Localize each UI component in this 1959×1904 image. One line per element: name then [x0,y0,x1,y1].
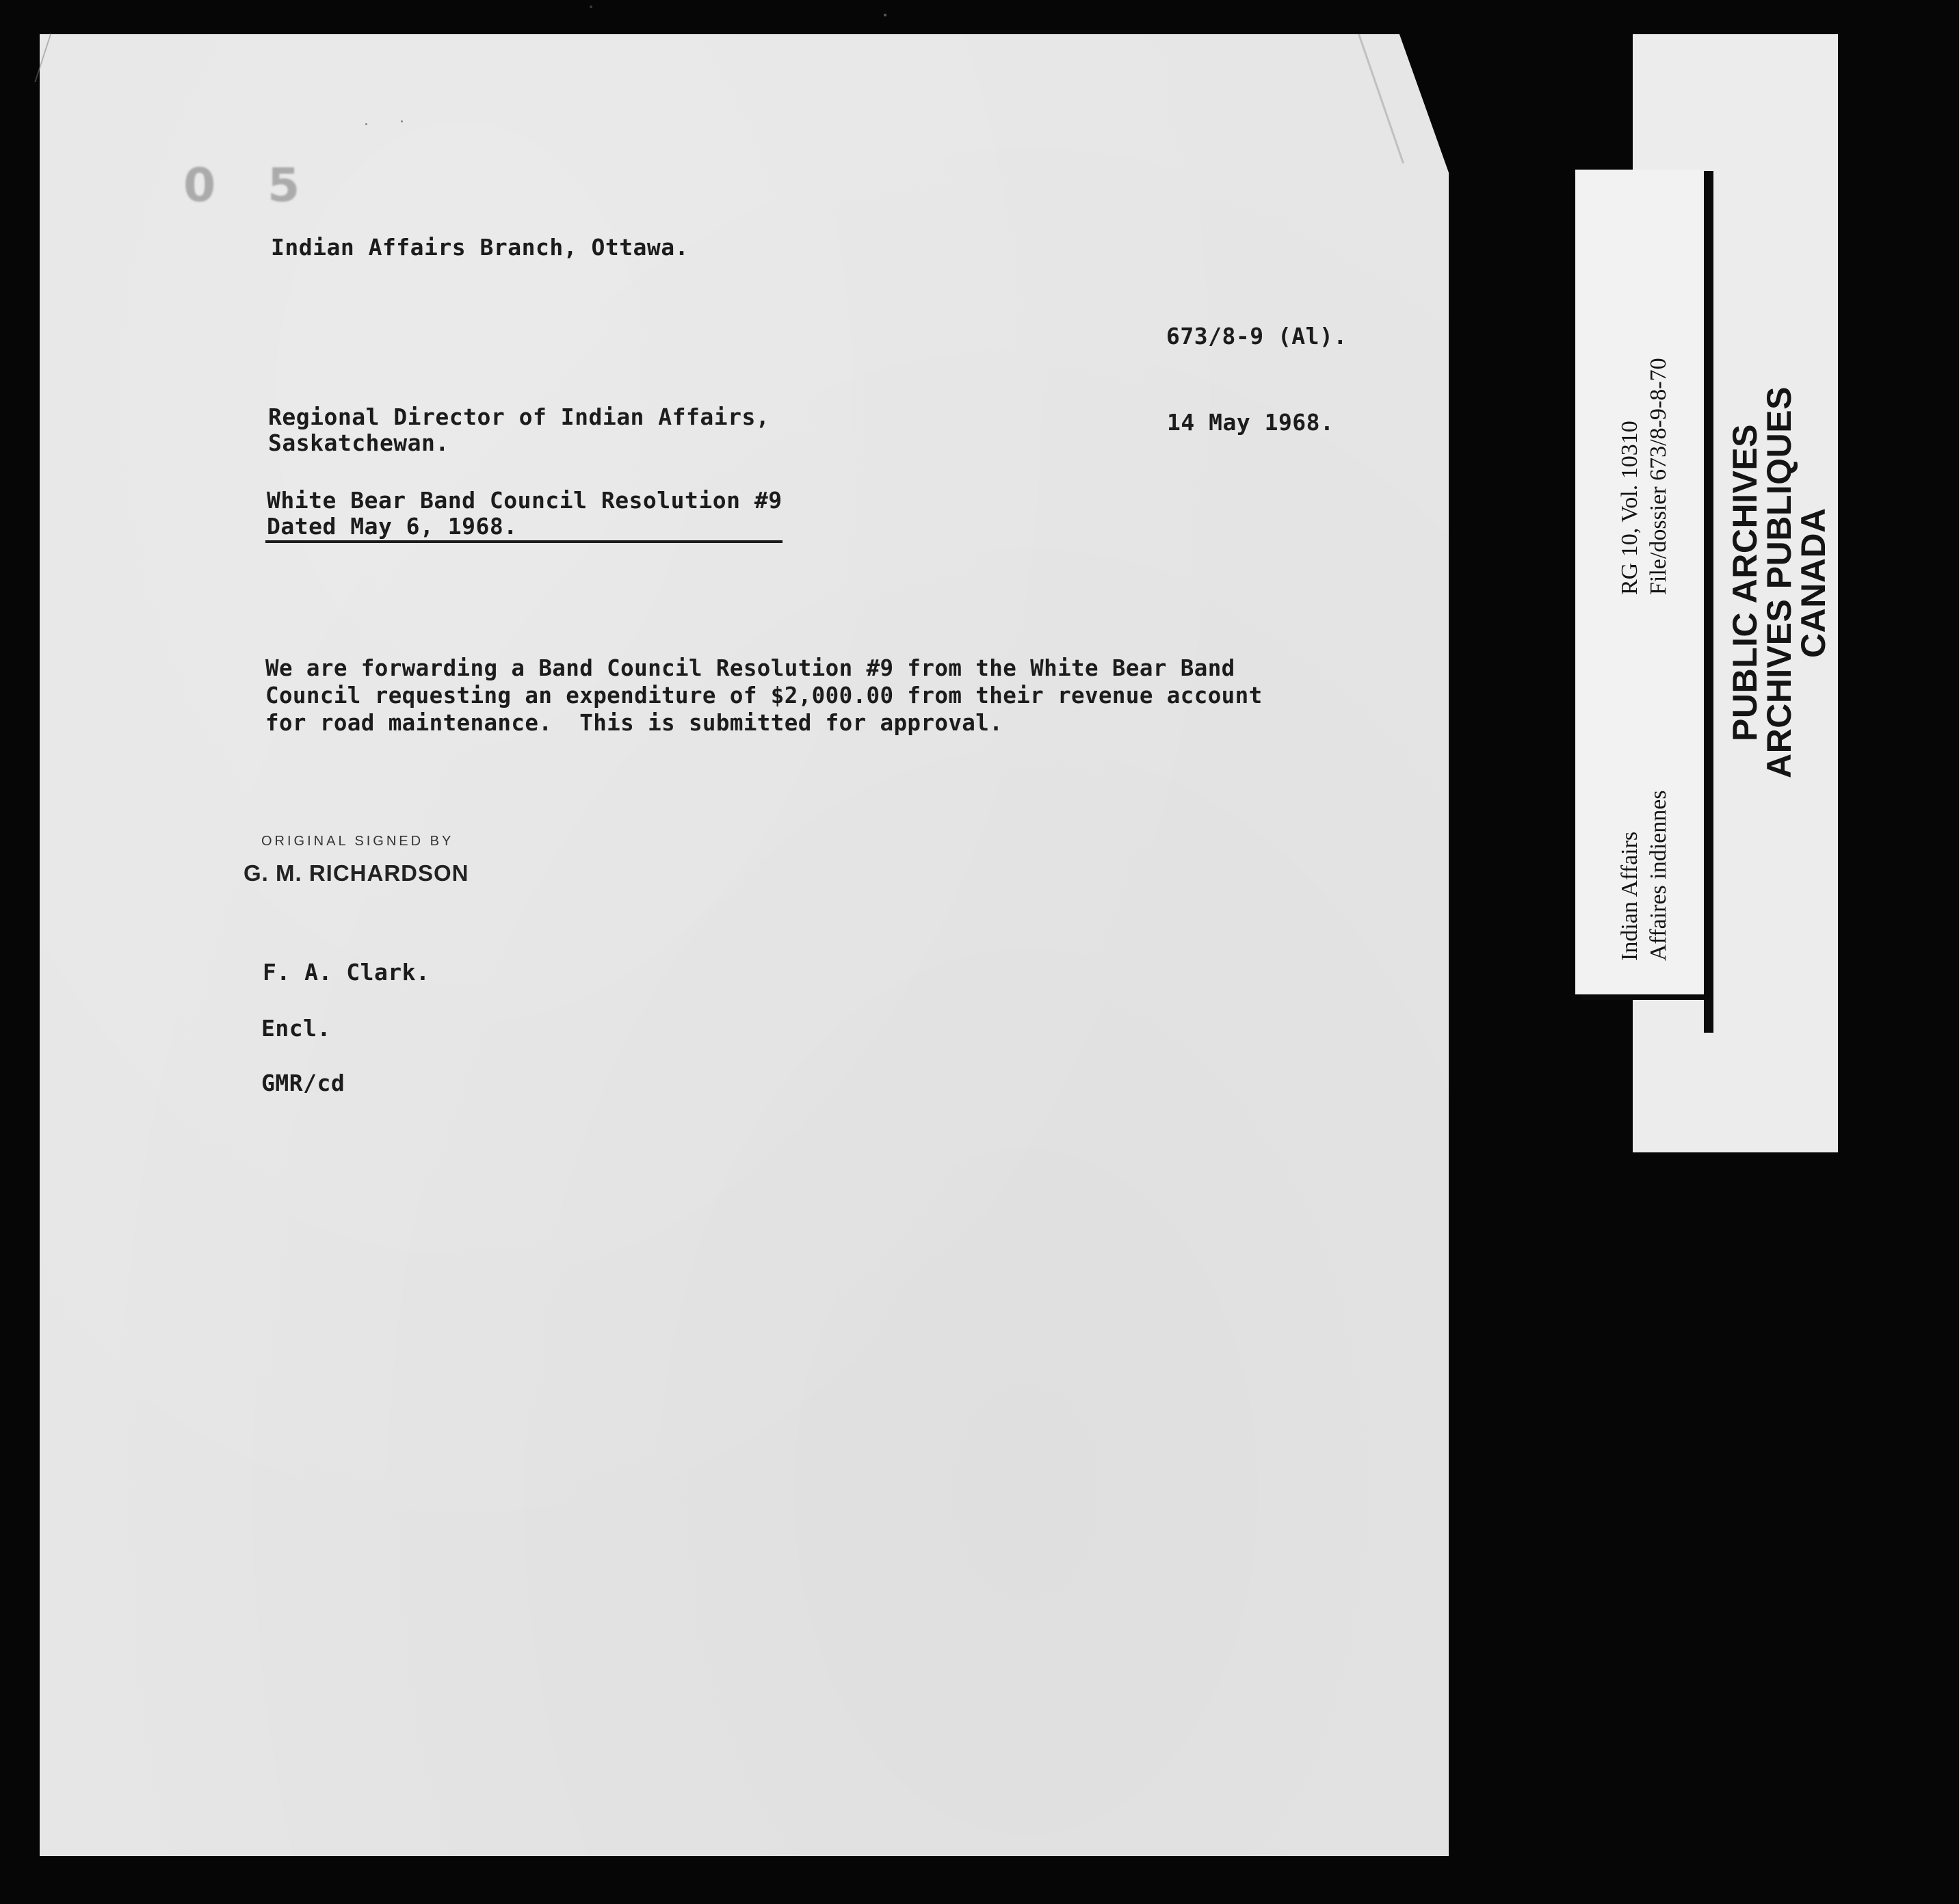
film-dust-speck [884,14,886,16]
archive-ref-block [1616,280,1673,595]
archive-dept-english: Indian Affairs [1617,831,1642,961]
film-dust-speck [401,120,403,122]
subject-line-1: White Bear Band Council Resolution #9 [267,487,783,514]
archive-record-group: RG 10, Vol. 10310 [1617,421,1642,595]
signature-stamp-label: ORIGINAL SIGNED BY [261,834,454,849]
archive-heading-french: ARCHIVES PUBLIQUES [1760,386,1798,779]
archive-heading-country: CANADA [1794,507,1832,658]
signature-stamp-name: G. M. RICHARDSON [244,860,469,886]
file-stamp-number: 0 5 [183,159,318,213]
typed-signatory: F. A. Clark. [263,959,430,986]
letter-date: 14 May 1968. [1167,409,1335,436]
subject-line-2: Dated May 6, 1968. [267,513,518,540]
film-dust-speck [365,123,367,125]
archive-heading-block [1728,378,1830,788]
recipient-line-2: Saskatchewan. [268,429,449,456]
body-line-3: for road maintenance. This is submitted for approval. [265,710,1003,736]
body-line-1: We are forwarding a Band Council Resolution #9 from the White Bear Band [265,655,1235,681]
archive-heading-english: PUBLIC ARCHIVES [1726,423,1764,742]
file-reference: 673/8-9 (Al). [1166,323,1347,349]
body-line-2: Council requesting an expenditure of $2,000.00 from their revenue account [265,683,1263,709]
sender-line: Indian Affairs Branch, Ottawa. [271,234,689,261]
enclosure-note: Encl. [261,1015,331,1042]
letter-page [40,34,1449,1856]
recipient-line-1: Regional Director of Indian Affairs, [268,404,770,430]
letter-body [265,654,1291,737]
archive-card-shadow [1704,171,1713,1033]
film-dust-speck [590,5,592,8]
archive-file-number: File/dossier 673/8-9-8-70 [1646,358,1671,595]
archive-department-block [1616,742,1673,961]
subject-underline [265,540,783,543]
archive-dept-french: Affaires indiennes [1646,790,1671,961]
typist-initials: GMR/cd [261,1070,345,1096]
